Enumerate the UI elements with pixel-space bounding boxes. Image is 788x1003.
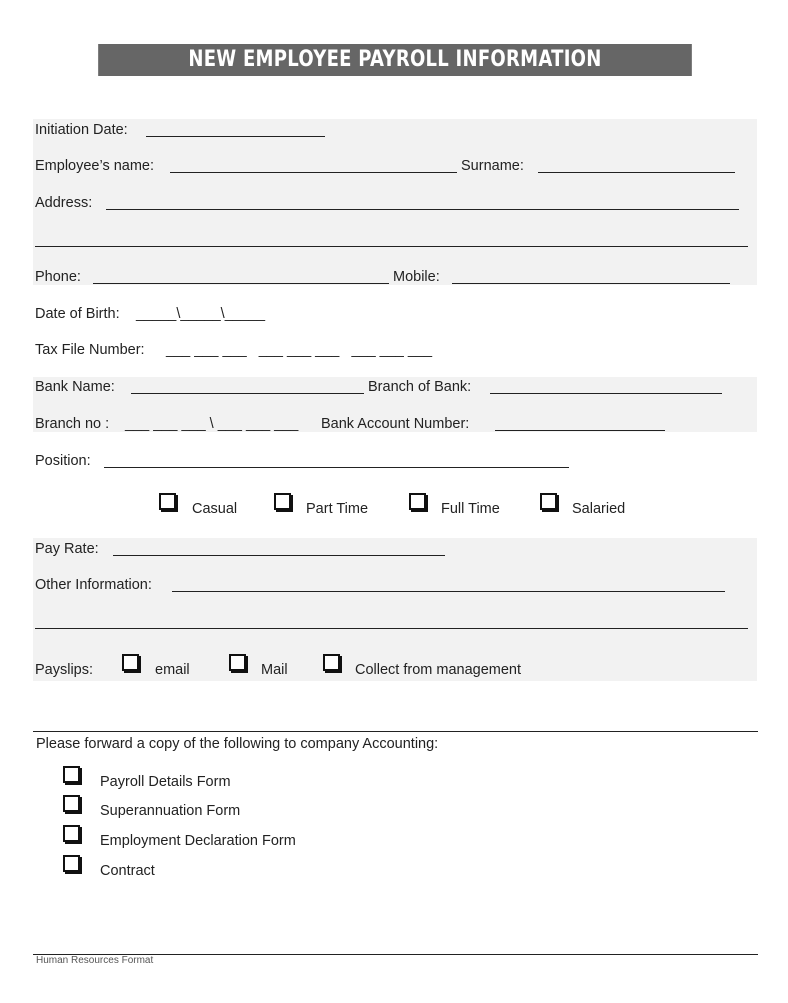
branch-no-field[interactable]: ___ ___ ___ \ ___ ___ ___ bbox=[125, 416, 299, 432]
position-field[interactable] bbox=[104, 467, 569, 468]
full-time-label: Full Time bbox=[441, 501, 500, 517]
contract-checkbox[interactable] bbox=[63, 855, 80, 872]
pay-details-band bbox=[33, 538, 757, 681]
employment-declaration-form-checkbox[interactable] bbox=[63, 825, 80, 842]
other-information-field-line-1[interactable] bbox=[172, 591, 725, 592]
payslip-mail-label: Mail bbox=[261, 662, 288, 678]
mobile-field[interactable] bbox=[452, 283, 730, 284]
casual-label: Casual bbox=[192, 501, 238, 517]
pay-rate-label: Pay Rate: bbox=[35, 541, 99, 557]
footer-text: Human Resources Format bbox=[36, 955, 154, 966]
contract-label: Contract bbox=[100, 863, 155, 879]
payroll-details-form-checkbox[interactable] bbox=[63, 766, 80, 783]
casual-checkbox[interactable] bbox=[159, 493, 176, 510]
forward-heading: Please forward a copy of the following to company Accounting: bbox=[36, 736, 439, 752]
other-information-label: Other Information: bbox=[35, 577, 152, 593]
salaried-checkbox[interactable] bbox=[540, 493, 557, 510]
position-label: Position: bbox=[35, 453, 91, 469]
superannuation-form-label: Superannuation Form bbox=[100, 803, 241, 819]
bank-name-label: Bank Name: bbox=[35, 379, 115, 395]
pay-rate-field[interactable] bbox=[113, 555, 445, 556]
tax-file-number-label: Tax File Number: bbox=[35, 342, 145, 358]
employee-name-field[interactable] bbox=[170, 172, 457, 173]
address-field-line-2[interactable] bbox=[35, 246, 748, 247]
payslip-collect-label: Collect from management bbox=[355, 662, 522, 678]
salaried-label: Salaried bbox=[572, 501, 626, 517]
employment-declaration-form-label: Employment Declaration Form bbox=[100, 833, 296, 849]
branch-of-bank-label: Branch of Bank: bbox=[368, 379, 472, 395]
page-title: NEW EMPLOYEE PAYROLL INFORMATION bbox=[98, 44, 692, 76]
part-time-label: Part Time bbox=[306, 501, 369, 517]
phone-field[interactable] bbox=[93, 283, 389, 284]
bank-name-field[interactable] bbox=[131, 393, 364, 394]
section-divider bbox=[33, 731, 758, 732]
payslip-collect-checkbox[interactable] bbox=[323, 654, 340, 671]
payroll-details-form-label: Payroll Details Form bbox=[100, 774, 231, 790]
payslip-mail-checkbox[interactable] bbox=[229, 654, 246, 671]
bank-account-number-field[interactable] bbox=[495, 430, 665, 431]
date-of-birth-label: Date of Birth: bbox=[35, 306, 120, 322]
tax-file-number-field[interactable]: ___ ___ ___ ___ ___ ___ ___ ___ ___ bbox=[166, 342, 433, 358]
part-time-checkbox[interactable] bbox=[274, 493, 291, 510]
date-of-birth-field[interactable]: _____\_____\_____ bbox=[136, 306, 266, 322]
surname-label: Surname: bbox=[461, 158, 524, 174]
initiation-date-label: Initiation Date: bbox=[35, 122, 128, 138]
payslip-email-label: email bbox=[155, 662, 190, 678]
full-time-checkbox[interactable] bbox=[409, 493, 426, 510]
address-field-line-1[interactable] bbox=[106, 209, 739, 210]
address-label: Address: bbox=[35, 195, 93, 211]
phone-label: Phone: bbox=[35, 269, 81, 285]
surname-field[interactable] bbox=[538, 172, 735, 173]
branch-no-label: Branch no : bbox=[35, 416, 110, 432]
personal-details-band bbox=[33, 119, 757, 285]
mobile-label: Mobile: bbox=[393, 269, 440, 285]
other-information-field-line-2[interactable] bbox=[35, 628, 748, 629]
initiation-date-field[interactable] bbox=[146, 136, 325, 137]
bank-account-number-label: Bank Account Number: bbox=[321, 416, 470, 432]
payslip-email-checkbox[interactable] bbox=[122, 654, 139, 671]
branch-of-bank-field[interactable] bbox=[490, 393, 722, 394]
employee-name-label: Employee’s name: bbox=[35, 158, 155, 174]
payslips-label: Payslips: bbox=[35, 662, 94, 678]
superannuation-form-checkbox[interactable] bbox=[63, 795, 80, 812]
